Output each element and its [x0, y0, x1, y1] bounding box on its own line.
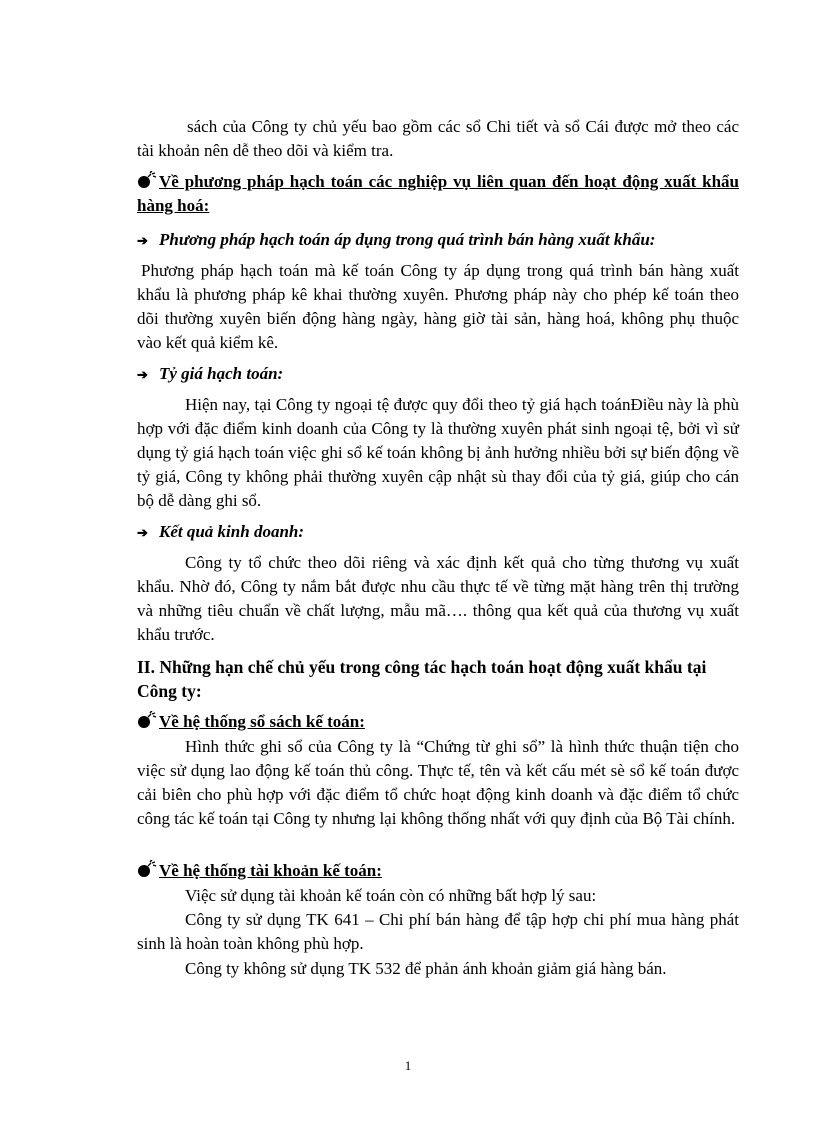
bookkeeping-paragraph: Hình thức ghi sổ của Công ty là “Chứng từ ghi sổ” là hình thức thuận tiện cho việc sử dụng lao động kế toán thủ công. Thực tế, tên và kết cấu mét sè sổ kế toán được cải biên cho phù hợp với đặc điểm tổ chức hoạt động kinh doanh và đặc điểm tổ chức công tác kế toán tại Công ty nhưng lại không thống nhất với quy định của Bộ Tài chính. [137, 737, 739, 828]
subheading-business-result-text: Kết quả kinh doanh: [159, 522, 305, 541]
bomb-icon [137, 171, 157, 189]
heading-account-system [137, 859, 739, 883]
intro-paragraph: sách của Công ty chủ yếu bao gồm các sổ Chi tiết và sổ Cái được mở theo các tài khoản nên dễ theo dõi và kiểm tra. [137, 117, 739, 160]
bomb-icon [137, 860, 157, 878]
arrow-right-icon: ➔ [137, 233, 148, 248]
subheading-method [137, 228, 739, 253]
heading-accounting-method [137, 170, 739, 218]
arrow-right-icon: ➔ [137, 367, 148, 382]
accounts-paragraph-3: Công ty không sử dụng TK 532 để phản ánh khoản giảm giá hàng bán. [185, 959, 667, 978]
accounts-paragraph-2: Công ty sử dụng TK 641 – Chi phí bán hàng để tập hợp chi phí mua hàng phát sinh là hoàn toàn không phù hợp. [137, 910, 739, 953]
heading-bookkeeping-system-text: Về hệ thống sổ sách kế toán: [159, 712, 365, 731]
subheading-exchange-rate-text: Tỷ giá hạch toán: [159, 364, 284, 383]
heading-limitations: II. Những hạn chế chủ yếu trong công tác hạch toán hoạt động xuất khẩu tại Công ty: [137, 657, 707, 701]
subheading-exchange-rate [137, 362, 739, 387]
accounts-paragraph-1: Việc sử dụng tài khoản kế toán còn có những bất hợp lý sau: [185, 886, 597, 905]
method-paragraph: Phương pháp hạch toán mà kế toán Công ty áp dụng trong quá trình bán hàng xuất khẩu là phương pháp kê khai thường xuyên. Phương pháp này cho phép kế toán theo dõi thường xuyên biến động hàng ngày, hàng giờ tài sản, hàng hoá, không phụ thuộc vào kết quả kiểm kê. [137, 261, 739, 352]
heading-account-system-text: Về hệ thống tài khoản kế toán: [159, 861, 382, 880]
heading-accounting-method-text: Về phương pháp hạch toán các nghiệp vụ liên quan đến hoạt động xuất khẩu hàng hoá: [137, 172, 739, 215]
arrow-right-icon: ➔ [137, 525, 148, 540]
bomb-icon [137, 711, 157, 729]
business-result-paragraph: Công ty tổ chức theo dõi riêng và xác định kết quả cho từng thương vụ xuất khẩu. Nhờ đó, Công ty nắm bắt được nhu cầu thực tế về từng mặt hàng trên thị trường và những tiêu chuẩn về chất lượng, mẫu mã…. thông qua kết quả của thương vụ xuất khẩu trước. [137, 553, 739, 644]
exchange-rate-paragraph: Hiện nay, tại Công ty ngoại tệ được quy đổi theo tỷ giá hạch toánĐiều này là phù hợp với đặc điểm kinh doanh của Công ty là thường xuyên phát sinh ngoại tệ, bởi vì sử dụng tỷ giá hạch toán việc ghi sổ kế toán không bị ảnh hưởng nhiều bởi sự biến động về tỷ giá, Công ty không phải thường xuyên cập nhật sù thay đổi của tỷ giá, giúp cho cán bộ dễ dàng ghi sổ. [137, 395, 739, 510]
subheading-business-result [137, 520, 739, 545]
page-number: 1 [404, 1058, 412, 1073]
subheading-method-text: Phương pháp hạch toán áp dụng trong quá trình bán hàng xuất khẩu: [159, 230, 656, 249]
heading-bookkeeping-system [137, 710, 739, 734]
